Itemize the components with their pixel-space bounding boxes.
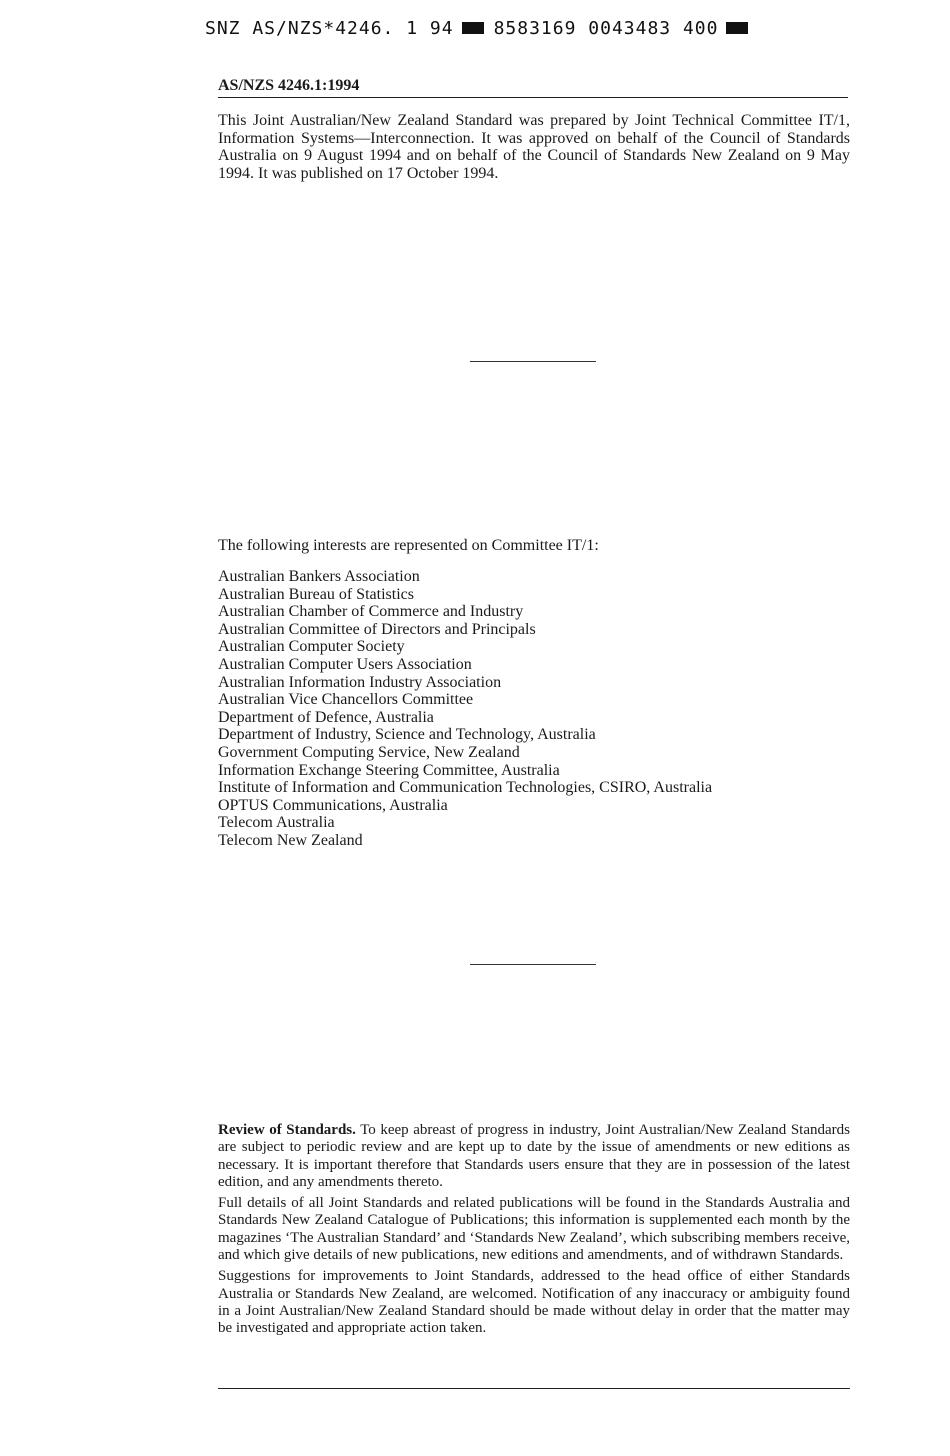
interest-item: Government Computing Service, New Zealand: [218, 743, 520, 761]
review-of-standards-section: [218, 1122, 850, 1342]
ocr-header-middle: 8583169 0043483 400: [493, 18, 719, 39]
review-title: Review of Standards.: [218, 1122, 356, 1138]
interest-item: Australian Bureau of Statistics: [218, 585, 414, 603]
interests-list: [218, 568, 712, 850]
review-paragraph-2: Full details of all Joint Standards and related publications will be found in the Standards Australia and Standards New Zealand Catalogue of Publications; this information is supplemented each month by the magazines ‘The Australian Standard’ and ‘Standards New Zealand’, which subscribing members receive, and which give details of new publications, new editions and amendments, and of withdrawn Standards.: [218, 1195, 850, 1264]
interest-item: Department of Defence, Australia: [218, 708, 434, 726]
document-id: AS/NZS 4246.1:1994: [218, 77, 848, 98]
interests-heading: The following interests are represented on Committee IT/1:: [218, 537, 599, 554]
interest-item: Telecom Australia: [218, 814, 335, 832]
interest-item: Institute of Information and Communication Technologies, CSIRO, Australia: [218, 779, 713, 797]
ocr-header-prefix: SNZ AS/NZS*4246. 1 94: [205, 18, 454, 39]
section-divider-2: [470, 964, 596, 965]
review-paragraph-1-text: To keep abreast of progress in industry, Joint Australian/New Zealand Standards are subject to periodic review and are kept up to date by the issue of amendments or new editions as necessary. It is important therefore that Standards users ensure that they are in possession of the latest edition, and any amendments thereto.: [218, 1122, 850, 1190]
interest-item: Australian Computer Society: [218, 638, 405, 656]
review-paragraph-3: Suggestions for improvements to Joint Standards, addressed to the head office of either Standards Australia or Standards New Zealand, are welcomed. Notification of any inaccuracy or ambiguity found in a Joint Australian/New Zealand Standard should be made without delay in order that the matter may be investigated and appropriate action taken.: [218, 1268, 850, 1337]
interest-item: Australian Information Industry Association: [218, 673, 502, 691]
bottom-rule: [218, 1388, 850, 1389]
interest-item: Australian Computer Users Association: [218, 655, 472, 673]
preparation-paragraph: This Joint Australian/New Zealand Standard was prepared by Joint Technical Committee IT/1, Information Systems—Interconnection. It was approved on behalf of the Council of Standards Australia on 9 August 1994 and on behalf of the Council of Standards New Zealand on 9 May 1994. It was published on 17 October 1994.: [218, 112, 850, 182]
interest-item: Department of Industry, Science and Technology, Australia: [218, 726, 596, 744]
redaction-block-2: [726, 22, 748, 34]
ocr-header-line: [205, 18, 805, 39]
interest-item: Australian Vice Chancellors Committee: [218, 691, 474, 709]
interest-item: Australian Committee of Directors and Principals: [218, 620, 536, 638]
interest-item: Australian Chamber of Commerce and Industry: [218, 603, 524, 621]
interest-item: Telecom New Zealand: [218, 831, 363, 849]
section-divider-1: [470, 361, 596, 362]
interest-item: Australian Bankers Association: [218, 568, 420, 585]
interest-item: OPTUS Communications, Australia: [218, 796, 448, 814]
redaction-block-1: [462, 22, 484, 34]
review-paragraph-1: [218, 1122, 850, 1191]
interest-item: Information Exchange Steering Committee, Australia: [218, 761, 560, 779]
